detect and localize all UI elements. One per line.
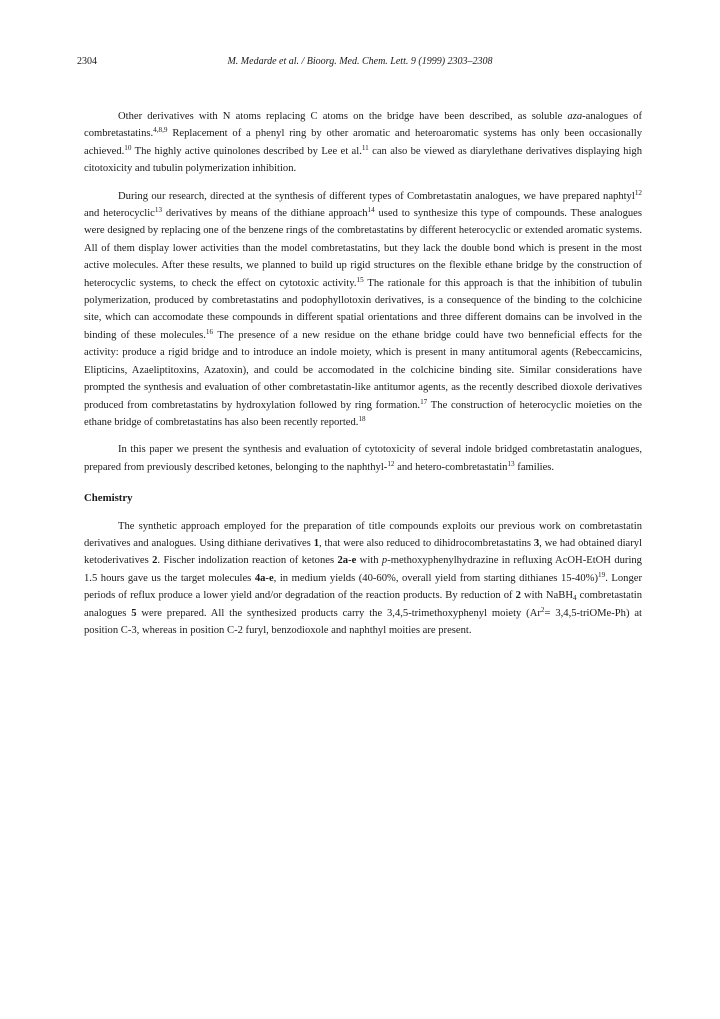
reference-superscript: 12 <box>634 188 642 197</box>
compound-number: 4a-e <box>254 572 274 584</box>
reference-superscript: 17 <box>420 397 428 406</box>
text-run: with NaBH <box>520 590 573 602</box>
reference-superscript: 2 <box>540 605 545 614</box>
paragraph-aza-analogues <box>84 108 642 178</box>
text-run: can also be viewed as diarylethane derivatives displaying high citotoxicity and tubulin polymerization inhibition. <box>84 145 642 175</box>
reference-superscript: 12 <box>387 459 395 468</box>
reference-superscript: 19 <box>598 570 606 579</box>
compound-number: 3 <box>533 537 540 549</box>
compound-number: 2 <box>515 590 521 602</box>
text-run: . Longer periods of reflux produce a lower yield and/or degradation of the reaction products. By reduction of <box>84 572 642 602</box>
text-run: = 3,4,5-triOMe-Ph) at position C-3, whereas in position C-2 furyl, benzodioxole and naphthyl moities are present. <box>84 607 642 636</box>
section-heading-chemistry: Chemistry <box>84 492 133 505</box>
journal-reference: M. Medarde et al. / Bioorg. Med. Chem. Lett. 9 (1999) 2303–2308 <box>227 56 493 67</box>
running-header <box>77 54 643 70</box>
reference-superscript: 11 <box>361 143 369 152</box>
text-run: The synthetic approach employed for the preparation of title compounds exploits our previous work on combretastatin derivatives and analogues. Using dithiane derivatives <box>84 520 642 549</box>
italic-term: p <box>381 555 388 567</box>
reference-superscript: 15 <box>356 275 364 284</box>
text-run: The presence of a new residue on the ethane bridge could have two benneficial effects for the activity: produce a rigid bridge and to introduce an indole moiety, which is present in many antitumoral agents (Rebeccamicins, Elipticins, Azaeliptitoxins, Azatoxin), and could be accomodated in the colchicine binding site. Similar considerations have prompted the synthesis and evaluation of other combretastatin-like antitumor agents, as the recently described dioxole derivatives produced from combretastatins by hydroxylation followed by ring formation. <box>84 329 642 411</box>
text-run: In this paper we present the synthesis and evaluation of cytotoxicity of several indole bridged combretastatin analogues, prepared from previously described ketones, belonging to the naphthyl- <box>84 444 642 473</box>
text-run: The rationale for this approach is that the inhibition of tubulin polymerization, produced by combretastatins and podophyllotoxin derivatives, is a consequence of the binding to the colchicine site, which can accomodate these compounds in different spatial orientations and three different domains can be involved in the binding of these molecules. <box>84 277 643 341</box>
text-run: combretastatin analogues <box>84 590 642 619</box>
paragraph-chemistry <box>84 518 642 640</box>
text-run: and heterocyclic <box>84 208 155 220</box>
paragraph-paper-scope <box>84 441 642 476</box>
text-run: Other derivatives with N atoms replacing C atoms on the bridge have been described, as soluble <box>118 111 568 122</box>
italic-term: aza <box>567 111 583 122</box>
reference-superscript: 4,8,9 <box>153 126 168 135</box>
text-run: Replacement of a phenyl ring by other aromatic and heteroaromatic systems has only been occasionally achieved. <box>84 128 642 157</box>
text-run: used to synthesize this type of compounds. These analogues were designed by replacing one of the benzene rings of the combretastatins by different heterocyclic or extended aromatic systems. All of them display lower activities than the model combretastatins, but they lack the double bond which is present in the most active molecules. After these results, we planned to build up rigid structures on the flexible ethane bridge by the construction of heterocyclic systems, to check the effect on cytotoxic activity. <box>84 208 643 289</box>
compound-number: 2a-e <box>337 555 357 567</box>
reference-superscript: 10 <box>124 143 132 152</box>
text-run: with <box>356 555 382 567</box>
text-run: derivatives by means of the dithiane approach <box>162 208 368 220</box>
reference-superscript: 18 <box>358 414 366 423</box>
text-run: -methoxyphenylhydrazine in refluxing AcOH-EtOH during 1.5 hours gave us the target molecules <box>84 555 642 584</box>
text-run: were prepared. All the synthesized products carry the 3,4,5-trimethoxyphenyl moiety (Ar <box>136 607 541 619</box>
page-number: 2304 <box>77 56 97 67</box>
text-run: families. <box>514 461 555 473</box>
text-run: , we had obtained diaryl ketoderivatives <box>84 537 642 567</box>
text-run: , in medium yields (40-60%, overall yield from starting dithianes 15-40%) <box>273 572 599 584</box>
paragraph-research-background <box>84 188 642 432</box>
text-run: The highly active quinolones described by Lee et al. <box>131 145 362 157</box>
text-run: and hetero-combretastatin <box>394 461 508 473</box>
reference-superscript: 13 <box>507 459 515 468</box>
compound-number: 2 <box>152 555 158 567</box>
reference-superscript: 13 <box>154 206 163 215</box>
text-run: The construction of heterocyclic moieties on the ethane bridge of combretastatins has also been recently reported. <box>84 399 643 428</box>
article-body <box>84 108 642 639</box>
reference-superscript: 14 <box>367 206 375 215</box>
text-run: , that were also reduced to dihidrocombretastatins <box>319 537 534 549</box>
text-run: . Fischer indolization reaction of ketones <box>157 555 338 567</box>
compound-number: 1 <box>313 537 319 549</box>
text-run: -analogues of combretastatins. <box>84 111 642 140</box>
text-run: During our research, directed at the synthesis of different types of Combretastatin analogues, we have prepared naphtyl <box>118 190 635 202</box>
reference-superscript: 16 <box>205 327 214 336</box>
subscript: 4 <box>572 594 577 603</box>
compound-number: 5 <box>131 607 137 619</box>
